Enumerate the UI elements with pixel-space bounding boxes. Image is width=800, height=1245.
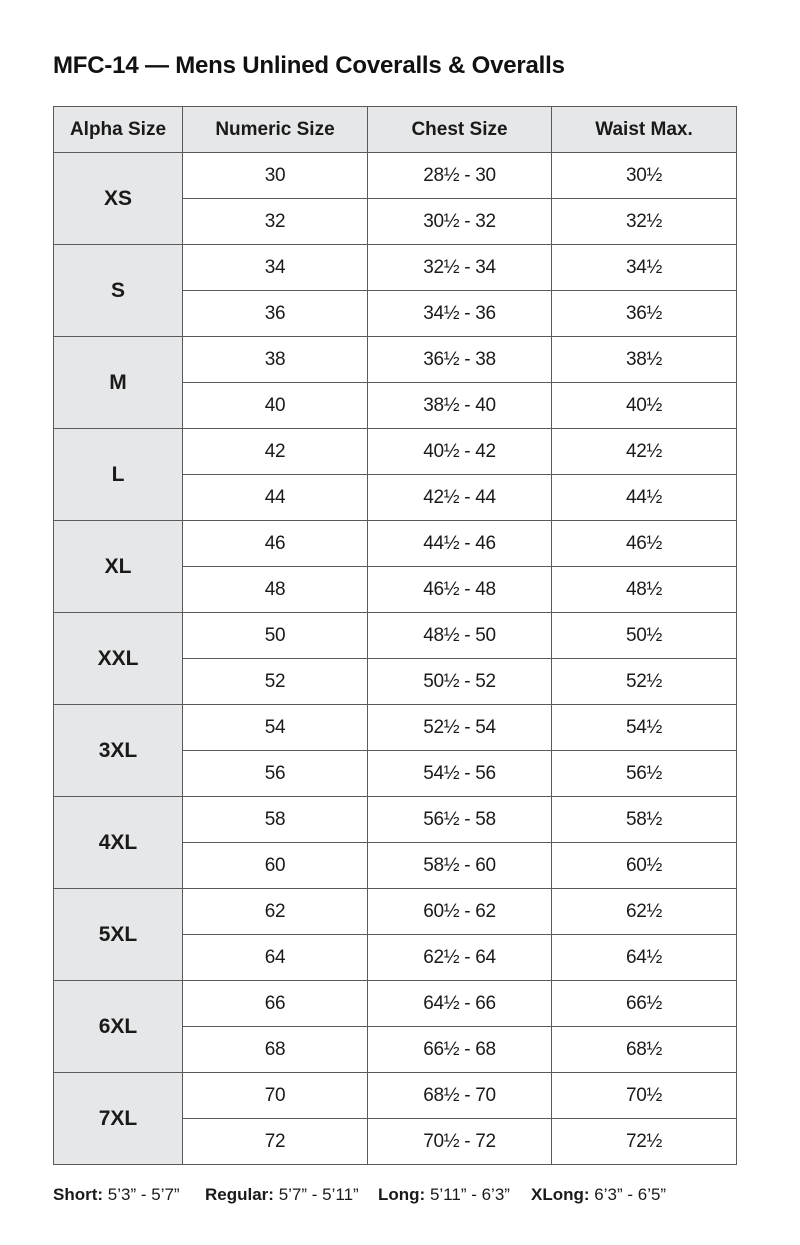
chest-size-cell: 28½ - 30 <box>368 153 552 199</box>
length-label: XLong: <box>531 1185 590 1204</box>
waist-max-cell: 46½ <box>552 521 737 567</box>
length-value: 6’3” - 6’5” <box>594 1185 667 1204</box>
numeric-size-cell: 60 <box>183 843 368 889</box>
length-value: 5’3” - 5’7” <box>107 1185 180 1204</box>
waist-max-cell: 48½ <box>552 567 737 613</box>
numeric-size-cell: 46 <box>183 521 368 567</box>
chest-size-cell: 56½ - 58 <box>368 797 552 843</box>
alpha-size-cell: XXL <box>54 613 183 705</box>
chest-size-cell: 70½ - 72 <box>368 1119 552 1165</box>
numeric-size-cell: 42 <box>183 429 368 475</box>
chest-size-cell: 66½ - 68 <box>368 1027 552 1073</box>
waist-max-cell: 42½ <box>552 429 737 475</box>
numeric-size-cell: 58 <box>183 797 368 843</box>
table-row <box>54 797 737 843</box>
table-header-row <box>54 107 737 153</box>
table-row <box>54 153 737 199</box>
numeric-size-cell: 66 <box>183 981 368 1027</box>
length-long <box>378 1182 510 1208</box>
waist-max-cell: 72½ <box>552 1119 737 1165</box>
alpha-size-cell: L <box>54 429 183 521</box>
table-row <box>54 521 737 567</box>
chest-size-cell: 64½ - 66 <box>368 981 552 1027</box>
waist-max-cell: 70½ <box>552 1073 737 1119</box>
numeric-size-cell: 68 <box>183 1027 368 1073</box>
numeric-size-cell: 64 <box>183 935 368 981</box>
alpha-size-cell: 3XL <box>54 705 183 797</box>
table-row <box>54 705 737 751</box>
numeric-size-cell: 44 <box>183 475 368 521</box>
numeric-size-cell: 62 <box>183 889 368 935</box>
alpha-size-cell: 5XL <box>54 889 183 981</box>
chest-size-cell: 48½ - 50 <box>368 613 552 659</box>
chest-size-cell: 38½ - 40 <box>368 383 552 429</box>
numeric-size-cell: 30 <box>183 153 368 199</box>
chest-size-cell: 50½ - 52 <box>368 659 552 705</box>
table-row <box>54 429 737 475</box>
numeric-size-cell: 36 <box>183 291 368 337</box>
waist-max-cell: 56½ <box>552 751 737 797</box>
waist-max-cell: 60½ <box>552 843 737 889</box>
alpha-size-cell: XL <box>54 521 183 613</box>
numeric-size-cell: 72 <box>183 1119 368 1165</box>
chest-size-cell: 62½ - 64 <box>368 935 552 981</box>
header-alpha-size: Alpha Size <box>54 107 183 153</box>
table-row <box>54 981 737 1027</box>
waist-max-cell: 38½ <box>552 337 737 383</box>
table-row <box>54 1073 737 1119</box>
waist-max-cell: 30½ <box>552 153 737 199</box>
page-title: MFC-14 — Mens Unlined Coveralls & Overalls <box>53 52 565 79</box>
size-chart-table <box>53 106 737 1165</box>
table-row <box>54 613 737 659</box>
waist-max-cell: 54½ <box>552 705 737 751</box>
chest-size-cell: 44½ - 46 <box>368 521 552 567</box>
waist-max-cell: 40½ <box>552 383 737 429</box>
numeric-size-cell: 40 <box>183 383 368 429</box>
chest-size-cell: 54½ - 56 <box>368 751 552 797</box>
chest-size-cell: 34½ - 36 <box>368 291 552 337</box>
numeric-size-cell: 70 <box>183 1073 368 1119</box>
alpha-size-cell: S <box>54 245 183 337</box>
chest-size-cell: 40½ - 42 <box>368 429 552 475</box>
numeric-size-cell: 34 <box>183 245 368 291</box>
length-label: Regular: <box>205 1185 274 1204</box>
waist-max-cell: 66½ <box>552 981 737 1027</box>
alpha-size-cell: 4XL <box>54 797 183 889</box>
waist-max-cell: 50½ <box>552 613 737 659</box>
chest-size-cell: 58½ - 60 <box>368 843 552 889</box>
header-chest-size: Chest Size <box>368 107 552 153</box>
waist-max-cell: 32½ <box>552 199 737 245</box>
length-value: 5’7” - 5’11” <box>278 1185 359 1204</box>
numeric-size-cell: 52 <box>183 659 368 705</box>
alpha-size-cell: 7XL <box>54 1073 183 1165</box>
numeric-size-cell: 56 <box>183 751 368 797</box>
waist-max-cell: 62½ <box>552 889 737 935</box>
alpha-size-cell: M <box>54 337 183 429</box>
length-xlong <box>531 1182 666 1208</box>
length-regular <box>205 1182 359 1208</box>
chest-size-cell: 60½ - 62 <box>368 889 552 935</box>
alpha-size-cell: XS <box>54 153 183 245</box>
waist-max-cell: 68½ <box>552 1027 737 1073</box>
alpha-size-cell: 6XL <box>54 981 183 1073</box>
length-short <box>53 1182 180 1208</box>
numeric-size-cell: 32 <box>183 199 368 245</box>
waist-max-cell: 64½ <box>552 935 737 981</box>
waist-max-cell: 36½ <box>552 291 737 337</box>
chest-size-cell: 42½ - 44 <box>368 475 552 521</box>
waist-max-cell: 34½ <box>552 245 737 291</box>
chest-size-cell: 30½ - 32 <box>368 199 552 245</box>
length-value: 5’11” - 6’3” <box>429 1185 510 1204</box>
length-label: Long: <box>378 1185 426 1204</box>
chest-size-cell: 32½ - 34 <box>368 245 552 291</box>
numeric-size-cell: 50 <box>183 613 368 659</box>
length-label: Short: <box>53 1185 104 1204</box>
header-numeric-size: Numeric Size <box>183 107 368 153</box>
table-row <box>54 889 737 935</box>
table-body <box>54 153 737 1165</box>
waist-max-cell: 58½ <box>552 797 737 843</box>
header-waist-max: Waist Max. <box>552 107 737 153</box>
numeric-size-cell: 38 <box>183 337 368 383</box>
table-row <box>54 337 737 383</box>
numeric-size-cell: 54 <box>183 705 368 751</box>
chest-size-cell: 36½ - 38 <box>368 337 552 383</box>
chest-size-cell: 68½ - 70 <box>368 1073 552 1119</box>
chest-size-cell: 46½ - 48 <box>368 567 552 613</box>
numeric-size-cell: 48 <box>183 567 368 613</box>
waist-max-cell: 44½ <box>552 475 737 521</box>
chest-size-cell: 52½ - 54 <box>368 705 552 751</box>
table-row <box>54 245 737 291</box>
waist-max-cell: 52½ <box>552 659 737 705</box>
